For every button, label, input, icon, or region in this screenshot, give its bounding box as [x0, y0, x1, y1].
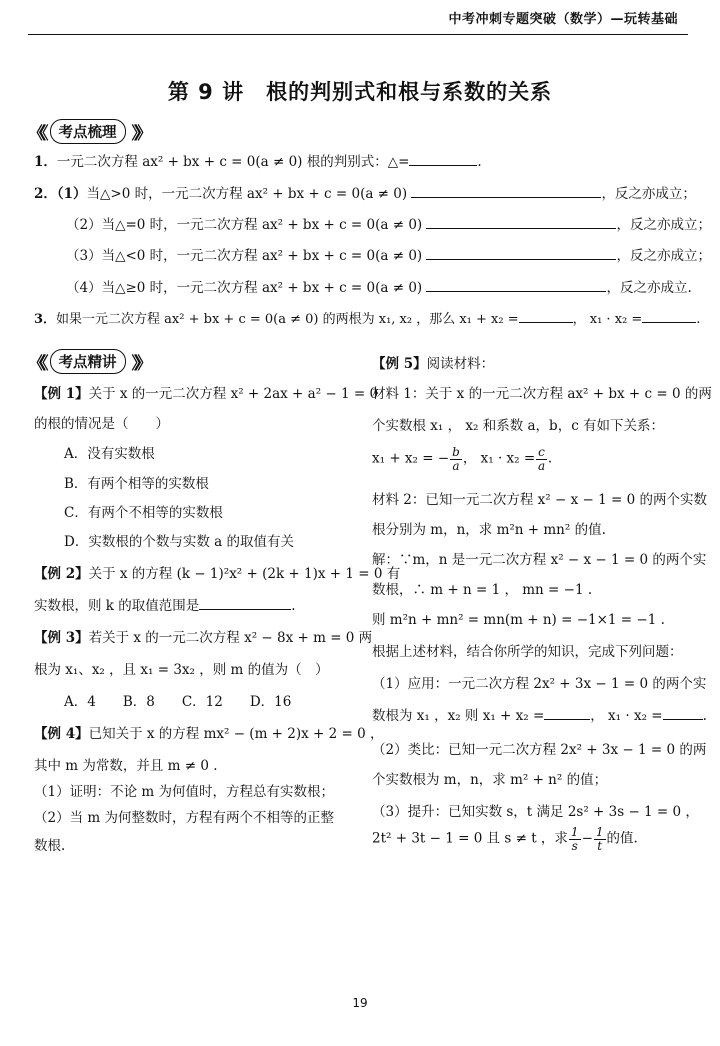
answer-blank: [426, 279, 606, 292]
material-2-line1: 材料 2：已知一元二次方程 x² − x − 1 = 0 的两个实数: [372, 492, 707, 508]
review-q2-4: （4）当△≥0 时，一元二次方程 ax² + bx + c = 0(a ≠ 0) ，反之亦成立.: [66, 280, 692, 296]
example-4: 【例 4】已知关于 x 的方程 mx² − (m + 2)x + 2 = 0 ，: [34, 726, 384, 742]
review-q3: 3．如果一元二次方程 ax² + bx + c = 0(a ≠ 0) 的两根为 x₁, x₂ ，那么 x₁ + x₂ = ， x₁ · x₂ = .: [34, 312, 701, 327]
part3-line2: 2t² + 3t − 1 = 0 且 s ≠ t ，求 $\frac{1}{s}$ − $\frac{1}{t}$ 的值.: [372, 825, 638, 853]
fraction-1-over-s: $\frac{1}{s}$: [570, 825, 579, 853]
fraction-b-over-a: $\frac{b}{a}$: [452, 445, 460, 473]
solution-line2: 数根，∴ m + n = 1 ， mn = −1 .: [372, 582, 593, 598]
review-q2-1: 2．（1）当△>0 时，一元二次方程 ax² + bx + c = 0(a ≠ 0) ，反之亦成立；: [34, 186, 696, 202]
review-q2-2: （2）当△=0 时，一元二次方程 ax² + bx + c = 0(a ≠ 0) ，反之亦成立；: [66, 217, 711, 233]
fraction-c-over-a: $\frac{c}{a}$: [537, 445, 546, 473]
section-badge-label: 考点精讲: [50, 349, 126, 374]
answer-blank: [642, 310, 696, 323]
example-4-part2: （2）当 m 为何整数时，方程有两个不相等的正整: [34, 810, 334, 826]
answer-blank: [426, 216, 616, 229]
answer-blank: [411, 185, 601, 198]
review-q2-3: （3）当△<0 时，一元二次方程 ax² + bx + c = 0(a ≠ 0) ，反之亦成立；: [66, 248, 711, 264]
example-1: 【例 1】关于 x 的一元二次方程 x² + 2ax + a² − 1 = 0: [34, 386, 379, 402]
answer-blank: [409, 153, 477, 166]
part2-line1: （2）类比：已知一元二次方程 2x² + 3x − 1 = 0 的两: [372, 742, 707, 758]
solution-line1: 解：∵m，n 是一元二次方程 x² − x − 1 = 0 的两个实: [372, 552, 707, 568]
material-1-line1: 材料 1：关于 x 的一元二次方程 ax² + bx + c = 0 的两: [372, 386, 712, 402]
task-intro: 根据上述材料，结合你所学的知识，完成下列问题：: [372, 644, 683, 660]
example-3-cont: 根为 x₁、x₂ ，且 x₁ = 3x₂ ，则 m 的值为（ ）: [34, 662, 329, 678]
fraction-1-over-t: $\frac{1}{t}$: [595, 825, 604, 853]
double-chevron-left-icon: 《《: [28, 123, 44, 144]
section-badge-examples: [28, 348, 147, 374]
solution-line3: 则 m²n + mn² = mn(m + n) = −1×1 = −1 .: [372, 612, 665, 628]
example-5: 【例 5】阅读材料：: [372, 356, 495, 372]
option-b: B．有两个相等的实数根: [64, 476, 209, 492]
example-4-part2-cont: 数根.: [34, 838, 66, 854]
answer-blank: [663, 707, 703, 720]
part3-line1: （3）提升：已知实数 s，t 满足 2s² + 3s − 1 = 0 ，: [372, 804, 699, 820]
material-1-formula: x₁ + x₂ = − $\frac{b}{a}$ ， x₁ · x₂ = $\frac{c}{a}$ .: [372, 445, 553, 473]
example-2: 【例 2】关于 x 的方程 (k − 1)²x² + (2k + 1)x + 1 = 0 有: [34, 566, 401, 582]
part2-line2: 个实数根为 m，n，求 m² + n² 的值；: [372, 772, 608, 788]
material-1-line2: 个实数根 x₁ ， x₂ 和系数 a，b，c 有如下关系：: [372, 418, 665, 434]
header-rule: [28, 34, 688, 35]
review-q1: 1．一元二次方程 ax² + bx + c = 0(a ≠ 0) 根的判别式：△= .: [34, 154, 482, 170]
example-3-options: A．4 B．8 C．12 D．16: [64, 694, 292, 710]
option-c: C．有两个不相等的实数根: [64, 505, 223, 521]
material-2-line2: 根分别为 m，n，求 m²n + mn² 的值.: [372, 522, 606, 538]
example-4-part1: （1）证明：不论 m 为何值时，方程总有实数根；: [34, 784, 334, 800]
example-2-cont: 实数根，则 k 的取值范围是 .: [34, 598, 296, 614]
example-3: 【例 3】若关于 x 的一元二次方程 x² − 8x + m = 0 两: [34, 630, 373, 646]
answer-blank: [544, 707, 590, 720]
answer-blank: [426, 247, 616, 260]
page-number: 19: [352, 996, 368, 1010]
section-badge-review: [28, 118, 147, 144]
section-badge-label: 考点梳理: [50, 119, 126, 144]
double-chevron-right-icon: 》》: [131, 123, 147, 144]
part1-line2: 数根为 x₁ ，x₂ 则 x₁ + x₂ = ， x₁ · x₂ = .: [372, 708, 707, 724]
example-1-cont: 的根的情况是（ ）: [34, 416, 169, 432]
lecture-title: 第 9 讲 根的判别式和根与系数的关系: [167, 80, 553, 104]
answer-blank: [199, 597, 291, 610]
double-chevron-right-icon: 》》: [131, 353, 147, 374]
option-d: D．实数根的个数与实数 a 的取值有关: [64, 534, 294, 550]
example-4-cont: 其中 m 为常数，并且 m ≠ 0 .: [34, 758, 218, 774]
answer-blank: [519, 310, 573, 323]
part1-line1: （1）应用：一元二次方程 2x² + 3x − 1 = 0 的两个实: [372, 676, 707, 692]
series-title: 中考冲刺专题突破（数学）—玩转基础: [448, 12, 678, 27]
double-chevron-left-icon: 《《: [28, 353, 44, 374]
option-a: A．没有实数根: [64, 446, 155, 462]
